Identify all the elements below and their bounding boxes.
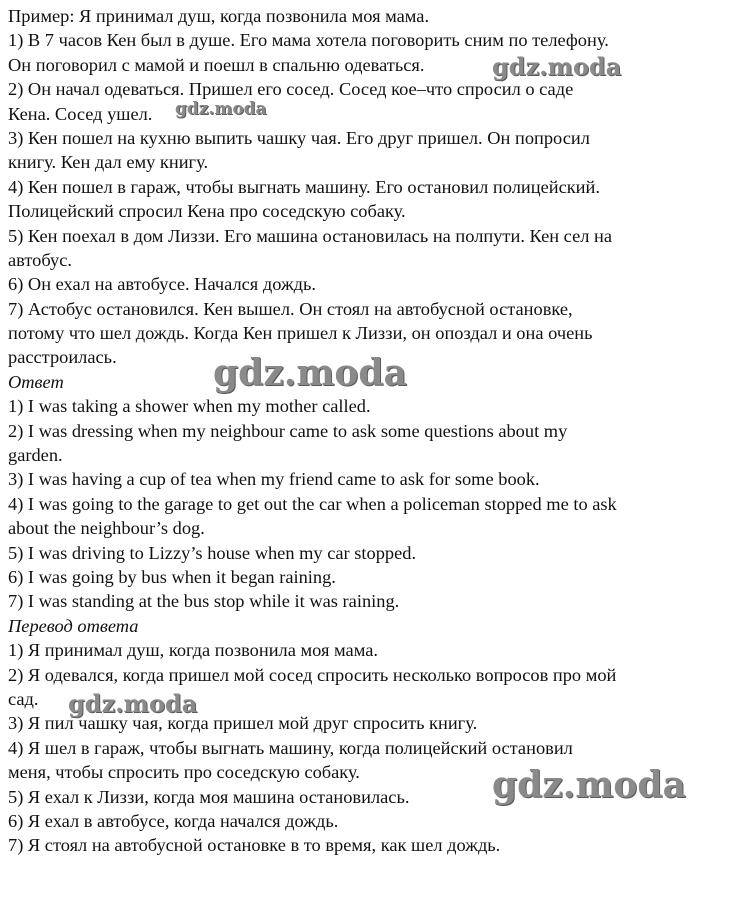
document-page xyxy=(8,4,734,858)
answer-line: 5) I was driving to Lizzy’s house when my car stopped. xyxy=(8,542,417,563)
translation-line: сад. xyxy=(8,688,39,709)
answer-heading: Ответ xyxy=(8,371,64,392)
example-line: книгу. Кен дал ему книгу. xyxy=(8,152,209,173)
answer-line: about the neighbour’s dog. xyxy=(8,518,205,539)
watermark: gdz.moda xyxy=(68,689,198,718)
answer-line: 7) I was standing at the bus stop while it was raining. xyxy=(8,591,400,612)
answer-line: 1) I was taking a shower when my mother called. xyxy=(8,396,371,417)
watermark: gdz.moda xyxy=(213,352,407,394)
translation-line: меня, чтобы спросить про соседскую собаку. xyxy=(8,762,360,783)
answer-line: 2) I was dressing when my neighbour came to ask some questions about my xyxy=(8,420,568,441)
translation-line: 1) Я принимал душ, когда позвонила моя мама. xyxy=(8,640,378,661)
example-line: 4) Кен пошел в гараж, чтобы выгнать машину. Его остановил полицейский. xyxy=(8,176,600,197)
translation-line: 5) Я ехал к Лиззи, когда моя машина остановилась. xyxy=(8,786,410,807)
translation-line: 3) Я пил чашку чая, когда пришел мой друг спросить книгу. xyxy=(8,713,478,734)
watermark: gdz.moda xyxy=(492,52,622,81)
example-section xyxy=(8,4,734,370)
translation-line: 6) Я ехал в автобусе, когда начался дождь. xyxy=(8,810,339,831)
example-line: Он поговорил с мамой и поешл в спальню одеваться. xyxy=(8,54,425,75)
translation-line: 2) Я одевался, когда пришел мой сосед спросить несколько вопросов про мой xyxy=(8,664,617,685)
answer-line: 3) I was having a cup of tea when my friend came to ask for some book. xyxy=(8,469,540,490)
example-line: 3) Кен пошел на кухню выпить чашку чая. Его друг пришел. Он попросил xyxy=(8,127,590,148)
example-line: автобус. xyxy=(8,249,72,270)
translation-line: 7) Я стоял на автобусной остановке в то время, как шел дождь. xyxy=(8,835,501,856)
example-line: 2) Он начал одеваться. Пришел его сосед. Сосед кое–что спросил о саде xyxy=(8,79,574,100)
translation-section xyxy=(8,614,734,858)
example-line: Полицейский спросил Кена про соседскую собаку. xyxy=(8,201,406,222)
answer-section xyxy=(8,370,734,614)
translation-line: 4) Я шел в гараж, чтобы выгнать машину, когда полицейский остановил xyxy=(8,737,573,758)
watermark: gdz.moda xyxy=(175,99,267,119)
example-line: 6) Он ехал на автобусе. Начался дождь. xyxy=(8,274,317,295)
example-line: 1) В 7 часов Кен был в душе. Его мама хотела поговорить сним по телефону. xyxy=(8,30,609,51)
watermark: gdz.moda xyxy=(492,764,686,806)
example-line: потому что шел дождь. Когда Кен пришел к Лиззи, он опоздал и она очень xyxy=(8,323,593,344)
example-line: расстроилась. xyxy=(8,347,117,368)
example-line: Пример: Я принимал душ, когда позвонила моя мама. xyxy=(8,6,430,26)
answer-line: 6) I was going by bus when it began raining. xyxy=(8,566,336,587)
answer-line: garden. xyxy=(8,445,63,466)
example-line: 5) Кен поехал в дом Лиззи. Его машина остановилась на полпути. Кен сел на xyxy=(8,225,613,246)
answer-line: 4) I was going to the garage to get out the car when a policeman stopped me to ask xyxy=(8,493,617,514)
example-line: 7) Астобус остановился. Кен вышел. Он стоял на автобусной остановке, xyxy=(8,298,573,319)
translation-heading: Перевод ответа xyxy=(8,615,139,636)
example-line: Кена. Сосед ушел. xyxy=(8,103,153,124)
